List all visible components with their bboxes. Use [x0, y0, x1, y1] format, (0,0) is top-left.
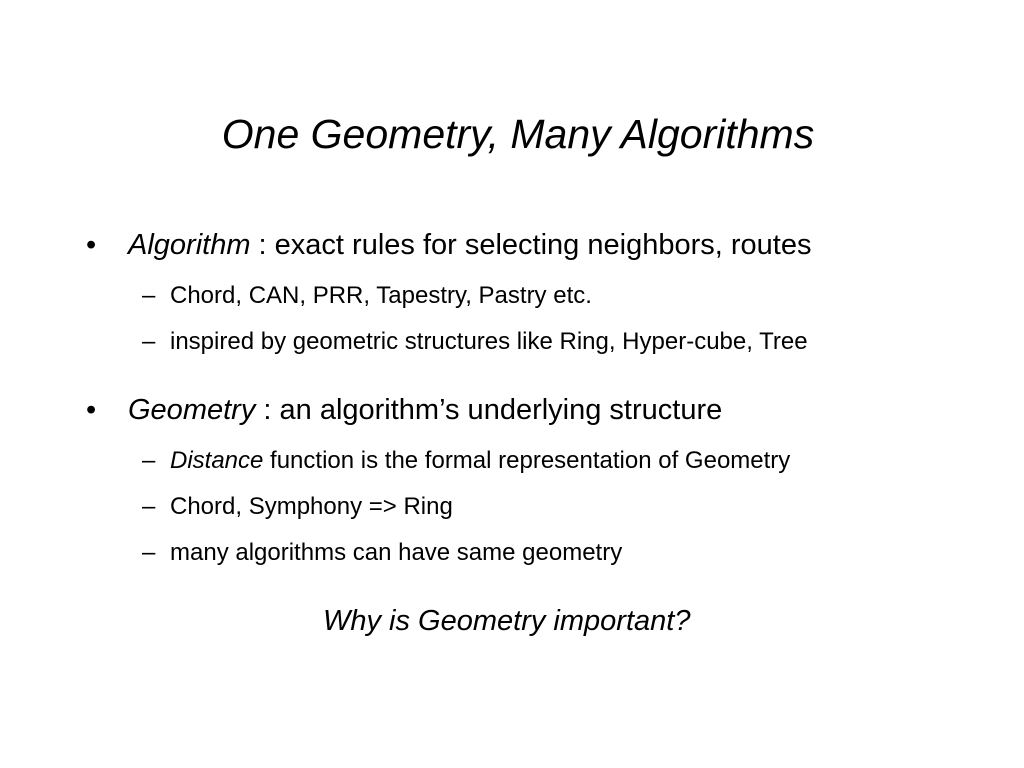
dash-marker: – — [142, 447, 156, 474]
bullet-text: : exact rules for selecting neighbors, routes — [250, 229, 812, 261]
bullet-marker: • — [86, 229, 97, 261]
slide-title: One Geometry, Many Algorithms — [221, 111, 815, 157]
bullet-text: : an algorithm’s underlying structure — [255, 394, 723, 426]
dash-marker: – — [142, 539, 156, 566]
bullet-term: Algorithm — [128, 229, 251, 261]
subitem-text: function is the formal representation of Geometry — [263, 447, 791, 474]
dash-marker: – — [142, 493, 156, 520]
subitem — [142, 492, 453, 522]
subitem-term: Distance — [170, 447, 264, 474]
subitem-text: inspired by geometric structures like Ring, Hyper-cube, Tree — [170, 328, 808, 355]
dash-marker: – — [142, 282, 156, 309]
subitem-text: Chord, CAN, PRR, Tapestry, Pastry etc. — [170, 282, 592, 309]
bullet-geometry — [86, 392, 722, 428]
subitem-text: many algorithms can have same geometry — [170, 539, 623, 566]
subitem-text: Chord, Symphony => Ring — [170, 493, 453, 520]
bullet-algorithm — [86, 227, 811, 263]
dash-marker: – — [142, 328, 156, 355]
subitem — [142, 446, 790, 476]
subitem — [142, 538, 622, 568]
bullet-marker: • — [86, 394, 97, 426]
subitem — [142, 327, 808, 357]
closing-question: Why is Geometry important? — [323, 605, 691, 637]
subitem — [142, 281, 592, 311]
bullet-term: Geometry — [128, 394, 256, 426]
